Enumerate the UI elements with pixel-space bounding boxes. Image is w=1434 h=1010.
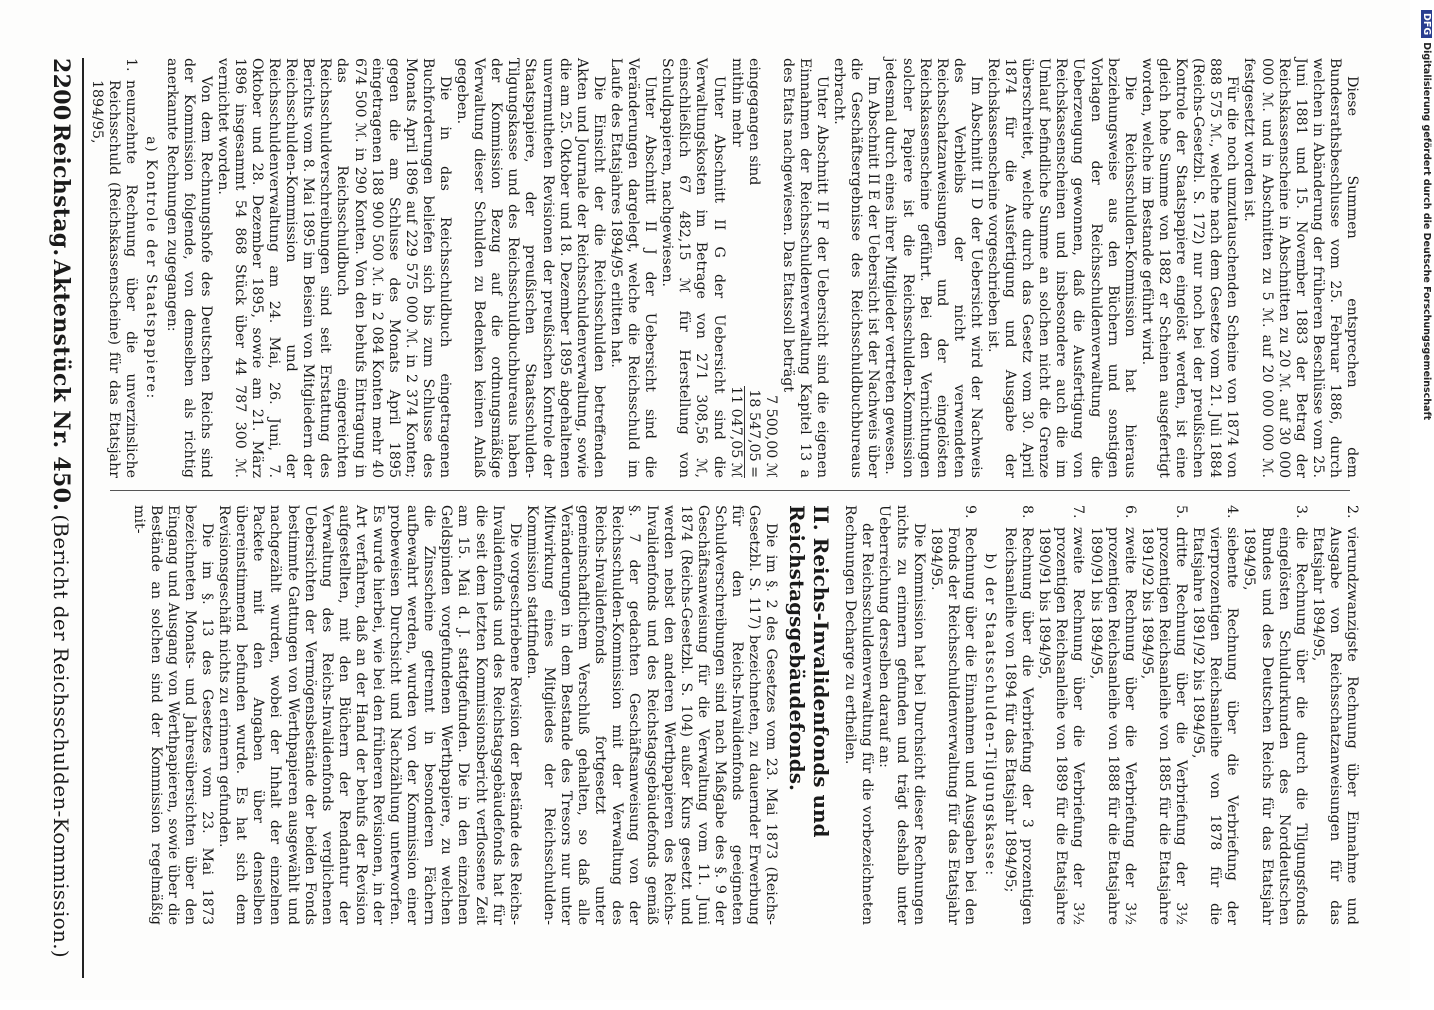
item-number: 3. — [1292, 505, 1309, 519]
item-number: 5. — [1173, 505, 1190, 519]
dfg-logo: DFG — [1421, 10, 1432, 38]
paragraph: Unter Abschnitt II F der Uebersicht sind die eigenen Einnahmen der Reichsschuldenverwaltung Kapitel 13 a des Etats nachgewiesen. Das Etatssoll beträgt — [779, 58, 831, 478]
amount-row-eingegangen — [745, 58, 762, 478]
item-number: 4. — [1224, 505, 1241, 519]
paragraph: Die in das Reichsschuldbuch eingetragenen Buchforderungen beliefen sich bis zum Schlusse des Monats April 1896 auf 229 575 000 ℳ. in 2 374 Konten; gegen die am Schlusse des Monats April 1895 eingetragenen 188 900 500 ℳ. in 2 084 Konten mehr 40 674 500 ℳ. in 290 Konten. Von den behufs Eintragung in das Reichsschuldbuch eingereichten Reichsschuldverschreibungen sind seit Erstattung des Berichts vom 8. Mai 1895 im Beisein von Mitgliedern der Reichsschulden-Kommission und der Reichsschuldenverwaltung am 24. Mai, 26. Juni, 7. Oktober und 28. Dezember 1895, sowie am 21. März 1896 insgesammt 54 868 Stück über 44 787 300 ℳ. vernichtet worden. — [214, 58, 454, 478]
item-number: 8. — [1019, 505, 1036, 519]
sidebar-credit — [1418, 10, 1432, 1010]
item-text: Rechnung über die Verbriefung der 3 prozentigen Reichsanleihe von 1894 für das Etatsjahr 1894/95; — [1002, 527, 1036, 925]
amount-value: 18 547,05 = — [745, 389, 762, 478]
list-item — [927, 505, 978, 925]
section-heading: II. Reichs-Invalidenfonds und Reichstagsgebäudefonds. — [785, 505, 834, 838]
amount-label: mithin mehr — [728, 58, 745, 147]
header-left: Reichstag. — [48, 123, 74, 257]
amount-value: 7 500,00 ℳ — [762, 395, 779, 478]
item-list — [1001, 505, 1360, 925]
list-item — [1309, 505, 1360, 925]
column-divider — [110, 490, 1350, 491]
right-column — [100, 505, 1360, 925]
item-text: neunzehnte Rechnung über die unverzinsliche Reichsschuld (Reichskassenscheine) für das Etatsjahr 1894/95, — [89, 80, 140, 478]
list-item — [1001, 505, 1035, 925]
item-text: die Rechnung über die durch die Tilgungsfonds eingelösten Schuldurkunden des Norddeutschen Bundes und des Deutschen Reichs für das Etatsjahr 1894/95, — [1241, 527, 1309, 925]
item-number: 9. — [961, 505, 978, 519]
paragraph: der Reichsschuldenverwaltung für die vorbezeichneten Rechnungen Decharge zu ertheilen. — [842, 505, 876, 925]
paragraph: Die vorgeschriebene Revision der Bestände des Reichs-Invalidenfonds und des Reichstagsgebäudefonds hat für die seit dem letzten Kommissionsbericht verflossene Zeit am 15. Mai d. J. stattgefunden. Die in den einzelnen Geldspinden vorgefundenen Werthpapiere, zu welchen die Zinsscheine getrennt in besonderen Fächern aufbewahrt werden, wurden von der Kommission einer probeweisen Durchsicht und Nachzählung unterworfen. Es wurde hierbei, wie bei den früheren Revisionen, in der Art verfahren, daß an der Hand der behufs der Revision aufgestellten, mit den Büchern der Rendantur der Verwaltung des Reichs-Invalidenfonds verglichenen Uebersichten der Vermögensbestände der beiden Fonds bestimmte Gattungen von Werthpapieren ausgewählt und nachgezählt wurden, wobei der Inhalt der einzelnen Packete mit den Angaben über denselben übereinstimmend befunden wurde. Es hat sich dem Revisionsgeschäft nichts zu erinnern gefunden. — [216, 505, 523, 925]
paragraph: Unter Abschnitt II G der Uebersicht sind die Verwaltungskosten im Betrage von 271 308,56 ℳ, einschließlich 67 482,15 ℳ für Herstellung von Schuldpapieren, nachgewiesen. — [659, 58, 727, 478]
item-text: siebente Rechnung über die Verbriefung der vierprozentigen Reichsanleihe von 1878 für die Etatsjahre 1891/92 bis 1894/95, — [1190, 527, 1241, 925]
amount-value: 11 047,05 ℳ — [727, 386, 744, 478]
paragraph: Diese Summen entsprechen dem Bundesrathsbeschlusse vom 25. Februar 1886, durch welchen in Abänderung der früheren Beschlüsse vom 25. Juni 1881 und 15. November 1883 der Betrag der Reichskassenscheine in Abschnitten zu 20 ℳ. auf 30 000 000 ℳ. und in Abschnitten zu 5 ℳ. auf 20 000 000 ℳ. festgesetzt worden ist. — [1241, 58, 1360, 478]
list-item — [1189, 505, 1240, 925]
item-text: Rechnung über die Einnahmen und Ausgaben bei den Fonds der Reichsschuldenverwaltung für das Etatsjahr 1894/95. — [927, 527, 978, 925]
paragraph: Die Einsicht der die Reichsschulden betreffenden Akten und Journale der Reichsschuldenverwaltung, sowie die am 25. Oktober und 18. Dezember 1895 abgehaltenen unvermutheten Revisionen der preußischen Kontrole der Staatspapiere, der preußischen Staatsschulden-Tilgungskasse und des Reichsschuldbuchbureaus haben der Kommission Bezug auf die ordnungsmäßige Verwaltung dieser Schulden zu Bedenken keinen Anlaß gegeben. — [454, 58, 607, 478]
item-number: 2. — [1344, 505, 1360, 519]
item-text: dritte Rechnung über die Verbriefung der 3½ prozentigen Reichsanleihe von 1885 für die Etatsjahre 1891/92 bis 1894/95, — [1138, 527, 1190, 925]
page-number: 2200 — [48, 58, 74, 121]
subheading-b: b) der Staatsschulden-Tilgungskasse: — [982, 553, 999, 877]
list-item — [1138, 505, 1189, 925]
left-column — [89, 58, 1360, 478]
header-rule — [82, 58, 84, 978]
page-header — [40, 58, 74, 958]
paragraph: Im Abschnitt II E der Uebersicht ist der Nachweis über die Geschäftsergebnisse des Reichsschuldbuchbureaus erbracht. — [831, 58, 882, 478]
item-number: 7. — [1070, 505, 1087, 519]
paragraph: Für die noch umzutauschenden Scheine von 1874 von 888 575 ℳ., welche nach dem Gesetze vom 21. Juli 1884 (Reichs-Gesetzbl. S. 172) nur noch bei der preußischen Kontrole der Staatspapiere eingelöst werden, ist eine gleich hohe Summe von 1882 er Scheinen ausgefertigt worden, welche im Bestande geführt wird. — [1138, 58, 1241, 478]
list-item — [1035, 505, 1086, 925]
paragraph: Von dem Rechnungshofe des Deutschen Reichs sind der Kommission folgende, von demselben als richtig anerkannte Rechnungen zugegangen: — [163, 58, 214, 478]
paragraph: Die Reichsschulden-Kommission hat hieraus beziehungsweise aus den Büchern und sonstigen Vorlagen der Reichsschuldenverwaltung die Ueberzeugung gewonnen, daß die Ausfertigung von Reichskassenscheinen und insbesondere auch die im Umlauf befindliche Summe an solchen nicht die Grenze überschreitet, welche durch das Gesetz vom 30. April 1874 für die Ausfertigung und Ausgabe der Reichskassenscheine vorgeschrieben ist. — [985, 58, 1138, 478]
paragraph: Die Kommission hat bei Durchsicht dieser Rechnungen nichts zu erinnern gefunden und trägt deshalb unter Ueberreichung derselben darauf an: — [876, 505, 927, 925]
amount-row-mehr — [727, 58, 745, 478]
header-title: Aktenstück Nr. 450. — [48, 259, 74, 512]
paragraph: Im Abschnitt II D der Uebersicht wird der Nachweis des Verbleibs der nicht verwendeten Reichsschatzanweisungen und der eingelösten Reichskassenscheine geführt. Bei den Vernichtungen solcher Papiere ist die Reichsschulden-Kommission jedesmal durch eines ihrer Mitglieder vertreten gewesen. — [882, 58, 984, 478]
list-item — [1240, 505, 1308, 925]
amount-label: eingegangen sind — [745, 58, 762, 186]
subheading-a: a) Kontrole der Staatspapiere: — [143, 136, 160, 400]
paragraph: Die im §. 13 des Gesetzes vom 23. Mai 1873 bezeichneten Monats- und Jahresübersichten über den Eingang und Ausgang von Werthpapieren, sowie über die Bestände an solchen sind der Kommission regelmäßig mit- — [130, 505, 216, 925]
list-item — [1087, 505, 1138, 925]
sidebar-credit-text: Digitalisierung gefördert durch die Deutsche Forschungsgemeinschaft — [1421, 42, 1432, 421]
paragraph: Unter Abschnitt II J der Uebersicht sind die Veränderungen dargelegt, welche die Reichsschuld im Laufe des Etatsjahres 1894/95 erlitten hat. — [607, 58, 659, 478]
item-number: 6. — [1121, 505, 1138, 519]
item-text: vierundzwanzigste Rechnung über Einnahme und Ausgabe von Reichsschatzanweisungen für das Etatsjahr 1894/95, — [1309, 527, 1360, 925]
header-subtitle: (Bericht der Reichsschulden-Kommission.) — [49, 514, 73, 958]
item-text: zweite Rechnung über die Verbriefung der 3½ prozentigen Reichsanleihe von 1888 für die Etatsjahre 1890/91 bis 1894/95, — [1087, 527, 1138, 925]
item-number: 1. — [123, 58, 140, 72]
list-item — [88, 58, 139, 478]
paragraph: Die im §. 2 des Gesetzes vom 23. Mai 1873 (Reichs-Gesetzbl. S. 117) bezeichneten, zu dauernder Erwerbung für den Reichs-Invalidenfonds geeigneten Schuldverschreibungen sind nach Maßgabe des §. 9 der Geschäftsanweisung für die Verwaltung vom 11. Juni 1874 (Reichs-Gesetzbl. S. 104) außer Kurs gesetzt und werden nebst den anderen Werthpapieren des Reichs-Invalidenfonds und des Reichstagsgebäudefonds gemäß §. 7 der gedachten Geschäftsanweisung von der Reichsschulden-Kommission mit der Verwaltung des Reichs-Invalidenfonds fortgesetzt unter gemeinschaftlichem Verschluß gehalten, so daß alle Veränderungen in dem Bestande des Tresors nur unter Mitwirkung eines Mitgliedes der Reichsschulden-Kommission stattfinden. — [523, 505, 780, 925]
digitization-sidebar — [1418, 0, 1434, 1000]
amount-row-etatssoll — [762, 58, 779, 478]
item-text: zweite Rechnung über die Verbriefung der 3½ prozentigen Reichsanleihe von 1889 für die Etatsjahre 1890/91 bis 1894/95, — [1036, 527, 1087, 925]
